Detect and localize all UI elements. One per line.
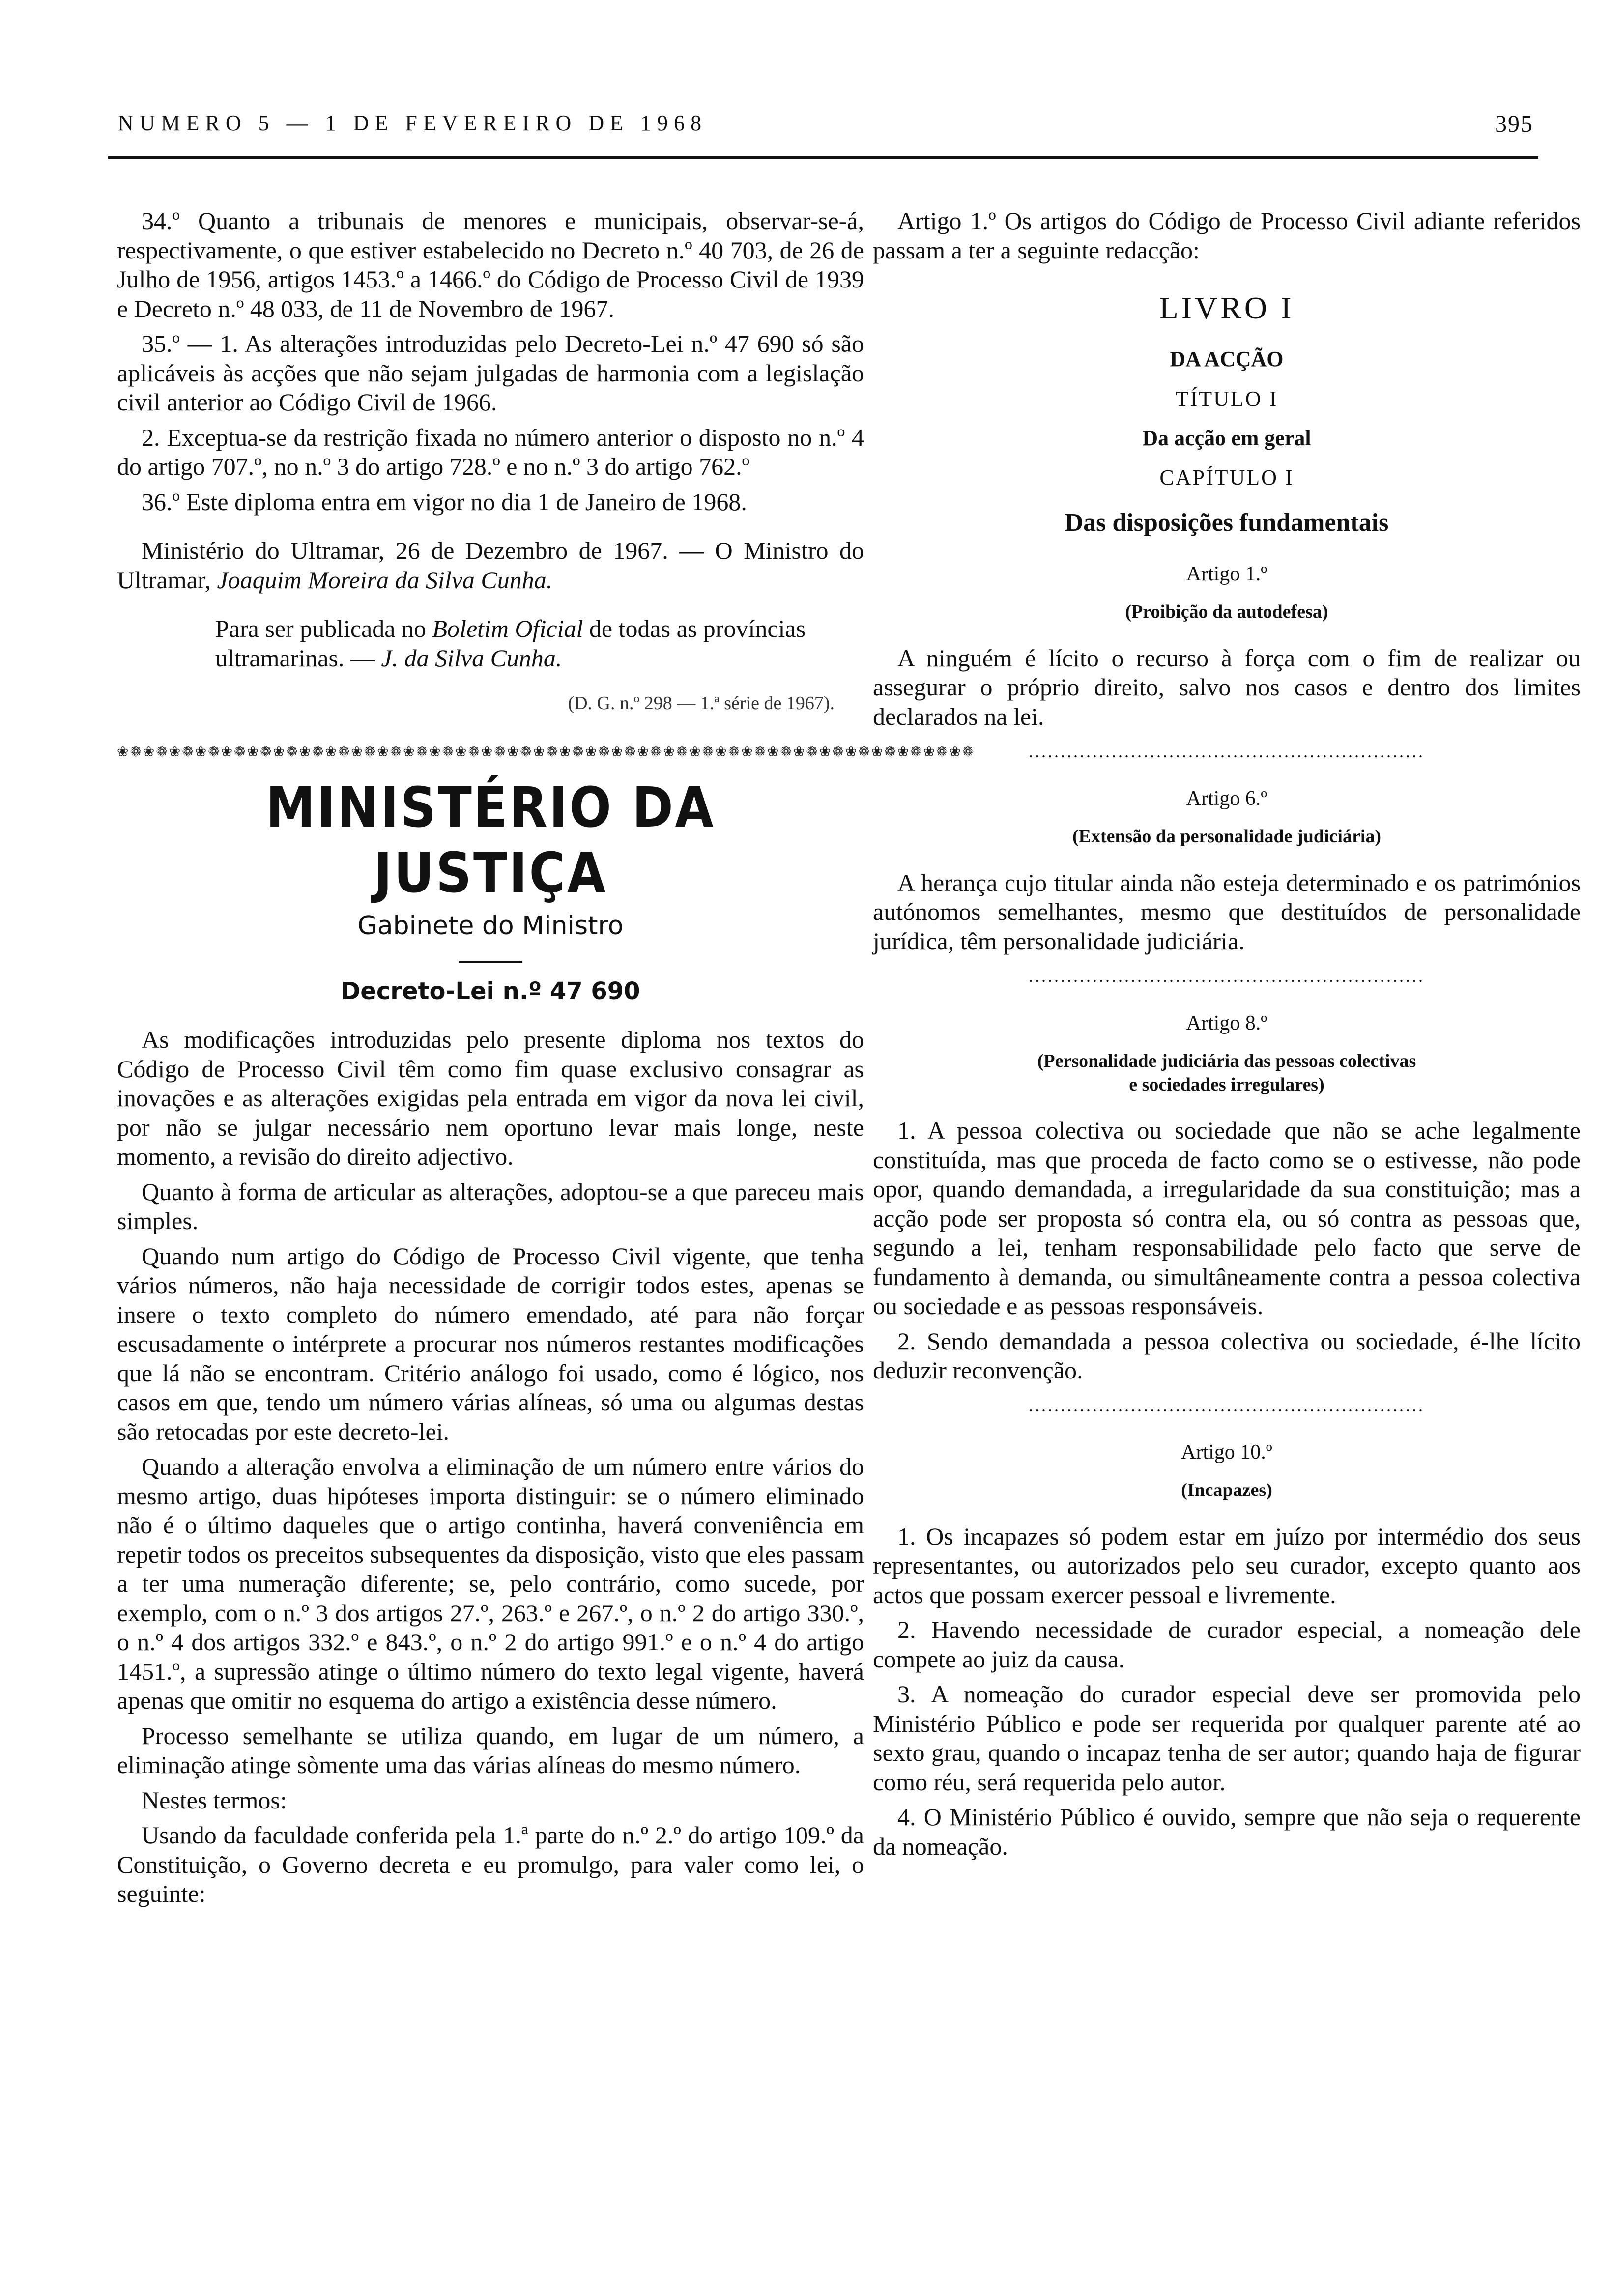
short-rule <box>459 961 522 963</box>
art10-label: Artigo 10.º <box>1181 1441 1272 1464</box>
dots-divider: .............................................................. <box>1029 1395 1425 1415</box>
signature-place: Ministério do Ultramar, 26 de Dezembro de 1967. — O Ministro do Ultramar, <box>117 537 864 594</box>
art8-title <box>873 1050 1581 1096</box>
article-35-2: 2. Exceptua-se da restrição fixada no número anterior o disposto no n.º 4 do artigo 707.º, no n.º 3 do artigo 728.º e no n.º 3 do artigo 762.º <box>117 423 864 480</box>
book-heading: LIVRO I <box>1159 290 1295 325</box>
article-35: 35.º — 1. As alterações introduzidas pelo Decreto-Lei n.º 47 690 só são aplicáveis às acções que não sejam julgadas de harmonia com a legislação civil anterior ao Código Civil de 1966. <box>117 330 864 416</box>
capitulo-heading: CAPÍTULO I <box>1159 465 1294 490</box>
art1-label: Artigo 1.º <box>1186 563 1267 586</box>
left-column <box>117 206 976 1915</box>
dots-divider: .............................................................. <box>1029 966 1425 986</box>
page-number: 395 <box>1495 111 1533 137</box>
art8-label: Artigo 8.º <box>1186 1012 1267 1035</box>
art8-title-2: e sociedades irregulares) <box>1129 1074 1324 1095</box>
article-36: 36.º Este diploma entra em vigor no dia 1 de Janeiro de 1968. <box>142 488 747 516</box>
art6-text: A herança cujo titular ainda não esteja determinado e os patrimónios autónomos semelhantes, mesmo que destituídos de personalidade jurídica, têm personalidade judiciária. <box>873 868 1581 955</box>
pub-text-1: Para ser publicada no <box>215 615 432 642</box>
decree-number: Decreto-Lei n.º 47 690 <box>341 977 640 1005</box>
right-column <box>873 206 1581 1867</box>
art6-label: Artigo 6.º <box>1186 787 1267 810</box>
art1-title: (Proibição da autodefesa) <box>1125 602 1328 623</box>
diario-reference: (D. G. n.º 298 — 1.ª série de 1967). <box>568 693 835 714</box>
art8-para-1: 1. A pessoa colectiva ou sociedade que não se ache legalmente constituída, mas que proceda de facto como se o estivesse, não pode opor, quando demandada, a irregularidade da sua constituição; mas a acção pode ser proposta só contra ela, ou só contra as pessoas que, segundo a lei, tenham responsabilidade pelo facto que serve de fundamento à demanda, ou simultâneamente contra a pessoa colectiva ou sociedade e as pessoas responsáveis. <box>873 1117 1581 1320</box>
ministry-heading: MINISTÉRIO DA JUSTIÇA <box>265 775 716 905</box>
art10-para-4: 4. O Ministério Público é ouvido, sempre que não seja o requerente da nomeação. <box>873 1803 1581 1860</box>
publication-note <box>215 614 864 673</box>
article-1-intro: Artigo 1.º Os artigos do Código de Processo Civil adiante referidos passam a ter a seguinte redacção: <box>873 207 1581 264</box>
art10-para-3: 3. A nomeação do curador especial deve ser promovida pelo Ministério Público e pode ser requerida por qualquer parente até ao sexto grau, quando o incapaz tenha de ser autor; quando haja de figurar como réu, será requerida pelo autor. <box>873 1680 1581 1796</box>
header-rule <box>108 156 1538 159</box>
pub-italic: Boletim Oficial <box>432 615 583 642</box>
art8-title-1: (Personalidade judiciária das pessoas colectivas <box>1037 1051 1416 1072</box>
signature-block <box>117 536 864 595</box>
cabinet-subheading: Gabinete do Ministro <box>357 911 624 941</box>
titulo-name: Da acção em geral <box>1142 426 1311 450</box>
issue-date: NUMERO 5 — 1 DE FEVEREIRO DE 1968 <box>118 111 707 135</box>
capitulo-name: Das disposições fundamentais <box>1065 508 1389 537</box>
pub-sign: J. da Silva Cunha. <box>381 644 562 672</box>
art10-para-2: 2. Havendo necessidade de curador especial, a nomeação dele compete ao juiz da causa. <box>873 1616 1581 1673</box>
ornament-divider: ❀❁❀❁❀❁❀❁❀❁❀❁❀❁❀❁❀❁❀❁❀❁❀❁❀❁❀❁❀❁❀❁❀❁❀❁❀❁❀❁❀❁❀❁❀❁❀❁❀❁❀❁❀❁❀❁❀❁❀❁❀❁❀❁❀❁ <box>117 745 976 760</box>
body-para-5: Processo semelhante se utiliza quando, em lugar de um número, a eliminação atinge sòmente uma das várias alíneas do mesmo número. <box>117 1722 864 1779</box>
da-accao-heading: DA ACÇÃO <box>1170 347 1284 372</box>
art10-para-1: 1. Os incapazes só podem estar em juízo por intermédio dos seus representantes, ou autorizados pelo seu curador, excepto quanto aos actos que possam exercer pessoal e livremente. <box>873 1522 1581 1608</box>
body-para-6: Nestes termos: <box>142 1786 287 1814</box>
titulo-heading: TÍTULO I <box>1175 386 1278 411</box>
signature-name: Joaquim Moreira da Silva Cunha. <box>217 566 553 594</box>
body-para-4: Quando a alteração envolva a eliminação de um número entre vários do mesmo artigo, duas hipóteses importa distinguir: se o número eliminado não é o último daqueles que o artigo continha, haverá conveniência em repetir todos os preceitos subsequentes da disposição, visto que eles passam a ter uma numeração diferente; se, pelo contrário, como sucede, por exemplo, com o n.º 3 dos artigos 27.º, 263.º e 267.º, o n.º 2 do artigo 330.º, o n.º 4 dos artigos 332.º e 843.º, o n.º 2 do artigo 991.º e o n.º 4 do artigo 1451.º, a supressão atinge o último número do texto legal vigente, haverá apenas que omitir no esquema do artigo a existência desse número. <box>117 1453 864 1715</box>
body-para-7: Usando da faculdade conferida pela 1.ª parte do n.º 2.º do artigo 109.º da Constituição, o Governo decreta e eu promulgo, para valer como lei, o seguinte: <box>117 1821 864 1908</box>
art1-text: A ninguém é lícito o recurso à força com o fim de realizar ou assegurar o próprio direito, salvo nos casos e dentro dos limites declarados na lei. <box>873 644 1581 730</box>
article-34: 34.º Quanto a tribunais de menores e municipais, observar-se-á, respectivamente, o que estiver estabelecido no Decreto n.º 40 703, de 26 de Julho de 1956, artigos 1453.º a 1466.º do Código de Processo Civil de 1939 e Decreto n.º 48 033, de 11 de Novembro de 1967. <box>117 207 864 322</box>
art8-para-2: 2. Sendo demandada a pessoa colectiva ou sociedade, é-lhe lícito deduzir reconvenção. <box>873 1327 1581 1384</box>
dots-divider: .............................................................. <box>1029 742 1425 762</box>
body-para-2: Quanto à forma de articular as alterações, adoptou-se a que pareceu mais simples. <box>117 1177 864 1235</box>
body-para-1: As modificações introduzidas pelo presente diploma nos textos do Código de Processo Civil têm como fim quase exclusivo consagrar as inovações e as alterações exigidas pela entrada em vigor da nova lei civil, por não se julgar necessário nem oportuno levar mais longe, neste momento, a revisão do direito adjectivo. <box>117 1026 864 1171</box>
art10-title: (Incapazes) <box>1181 1480 1272 1501</box>
pub-text-2: de todas as províncias ultramarinas. — <box>215 615 806 672</box>
body-para-3: Quando num artigo do Código de Processo Civil vigente, que tenha vários números, não haja necessidade de corrigir todos estes, apenas se insere o texto completo do número emendado, até para não forçar escusadamente o intérprete a procurar nos números restantes modificações que lá não se encontram. Critério análogo foi usado, como é lógico, nos casos em que, tendo um número várias alíneas, só uma ou algumas destas são retocadas por este decreto-lei. <box>117 1242 864 1445</box>
art6-title: (Extensão da personalidade judiciária) <box>1072 826 1382 847</box>
page-header <box>118 111 1533 145</box>
